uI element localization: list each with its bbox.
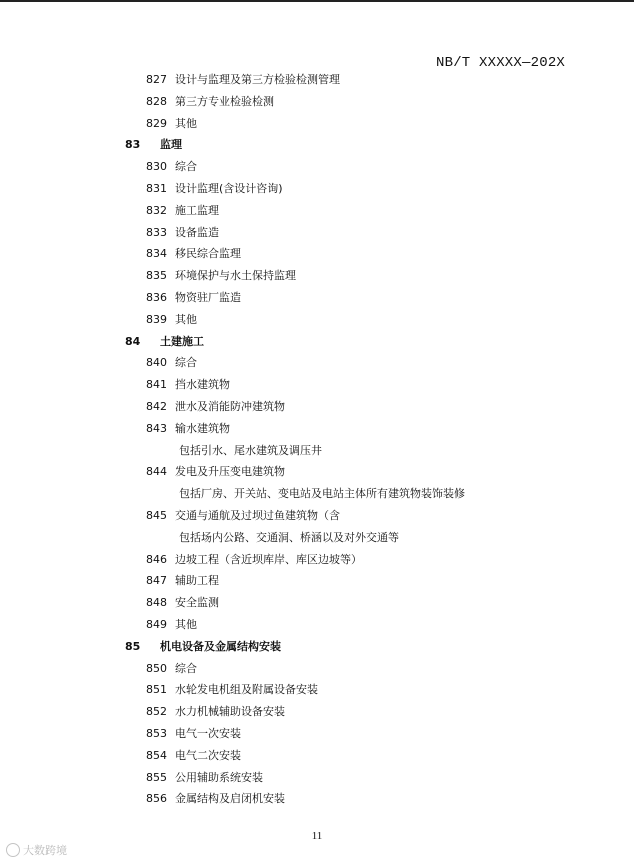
- category-item: [146, 702, 285, 722]
- category-text: 环境保护与水土保持监理: [175, 269, 296, 283]
- category-item: [146, 768, 263, 788]
- category-code: 855: [146, 770, 167, 784]
- top-rule: [0, 0, 634, 2]
- category-code: 839: [146, 312, 167, 326]
- category-text: 设计与监理及第三方检验检测管理: [175, 73, 340, 86]
- category-text: 其他: [175, 312, 197, 326]
- category-code: 829: [146, 116, 167, 130]
- category-text: 泄水及消能防冲建筑物: [175, 400, 285, 413]
- category-text: 水力机械辅助设备安装: [175, 705, 285, 719]
- category-item: [146, 462, 285, 482]
- category-text: 物资驻厂监造: [175, 291, 241, 304]
- category-code: 832: [146, 203, 167, 217]
- category-text: 其他: [175, 618, 197, 631]
- category-item: [146, 201, 219, 221]
- category-note: [179, 441, 322, 461]
- category-code: 853: [146, 727, 167, 740]
- category-text: 包括引水、尾水建筑及调压井: [179, 443, 322, 457]
- category-text: 输水建筑物: [175, 421, 230, 435]
- category-text: 监理: [160, 138, 182, 152]
- category-text: 交通与通航及过坝过鱼建筑物（含: [175, 509, 340, 522]
- category-code: 834: [146, 247, 167, 261]
- category-text: 水轮发电机组及附属设备安装: [175, 683, 318, 697]
- category-code: 831: [146, 182, 167, 195]
- category-item: [146, 397, 285, 417]
- category-text: 安全监测: [175, 596, 219, 610]
- category-item: [146, 506, 340, 526]
- category-code: 848: [146, 596, 167, 610]
- category-item: [146, 353, 197, 373]
- category-note: [179, 484, 465, 504]
- category-text: 包括场内公路、交通洞、桥涵以及对外交通等: [179, 530, 399, 544]
- category-code: 847: [146, 574, 167, 588]
- category-text: 辅助工程: [175, 574, 219, 588]
- category-code: 841: [146, 378, 167, 392]
- category-text: 综合: [175, 356, 197, 370]
- category-item: [146, 419, 230, 439]
- category-item: [146, 288, 241, 308]
- category-code: 843: [146, 421, 167, 435]
- category-item: [146, 375, 230, 395]
- category-code: 83: [125, 138, 141, 152]
- category-code: 85: [125, 639, 141, 653]
- category-item: [146, 114, 197, 134]
- category-item: [146, 789, 285, 809]
- category-code: 833: [146, 225, 167, 239]
- category-code: 856: [146, 792, 167, 806]
- category-item: [146, 179, 283, 199]
- category-text: 设备监造: [175, 225, 219, 239]
- category-heading: [125, 332, 204, 352]
- category-text: 土建施工: [160, 334, 204, 348]
- category-code: 836: [146, 291, 167, 304]
- category-item: [146, 593, 219, 613]
- category-item: [146, 680, 318, 700]
- category-text: 施工监理: [175, 203, 219, 217]
- category-code: 840: [146, 356, 167, 370]
- category-code: 852: [146, 705, 167, 719]
- category-code: 827: [146, 73, 167, 86]
- category-text: 机电设备及金属结构安装: [160, 639, 281, 653]
- watermark-logo-icon: [6, 843, 20, 857]
- category-code: 84: [125, 334, 141, 348]
- category-text: 公用辅助系统安装: [175, 770, 263, 784]
- watermark: [6, 842, 67, 858]
- category-text: 综合: [175, 160, 197, 174]
- category-item: [146, 92, 274, 112]
- category-code: 842: [146, 400, 167, 413]
- category-code: 854: [146, 748, 167, 762]
- category-item: [146, 310, 197, 330]
- category-code: 830: [146, 160, 167, 174]
- category-text: 设计监理(含设计咨询): [175, 182, 283, 195]
- category-text: 电气二次安装: [175, 748, 241, 762]
- category-item: [146, 223, 219, 243]
- category-text: 挡水建筑物: [175, 378, 230, 392]
- category-item: [146, 724, 241, 744]
- category-item: [146, 244, 241, 264]
- category-text: 金属结构及启闭机安装: [175, 792, 285, 806]
- category-item: [146, 615, 197, 635]
- category-code: 835: [146, 269, 167, 283]
- category-text: 边坡工程（含近坝库岸、库区边坡等）: [175, 552, 362, 566]
- category-code: 844: [146, 465, 167, 479]
- category-item: [146, 571, 219, 591]
- category-text: 发电及升压变电建筑物: [175, 465, 285, 479]
- category-text: 综合: [175, 661, 197, 675]
- category-heading: [125, 135, 182, 155]
- category-item: [146, 266, 296, 286]
- category-item: [146, 157, 197, 177]
- category-code: 849: [146, 618, 167, 631]
- category-item: [146, 70, 340, 90]
- category-text: 其他: [175, 116, 197, 130]
- category-text: 包括厂房、开关站、变电站及电站主体所有建筑物装饰装修: [179, 487, 465, 501]
- watermark-text: 大数跨境: [23, 844, 67, 857]
- category-item: [146, 659, 197, 679]
- category-item: [146, 550, 362, 570]
- page-number: 11: [311, 830, 323, 842]
- category-text: 移民综合监理: [175, 247, 241, 261]
- document-code: NB/T XXXXX—202X: [436, 55, 566, 71]
- category-code: 851: [146, 683, 167, 697]
- category-item: [146, 746, 241, 766]
- category-text: 第三方专业检验检测: [175, 94, 274, 108]
- category-note: [179, 528, 399, 548]
- category-code: 850: [146, 661, 167, 675]
- category-code: 846: [146, 552, 167, 566]
- category-code: 828: [146, 94, 167, 108]
- category-text: 电气一次安装: [175, 727, 241, 740]
- category-heading: [125, 637, 281, 657]
- category-code: 845: [146, 509, 167, 522]
